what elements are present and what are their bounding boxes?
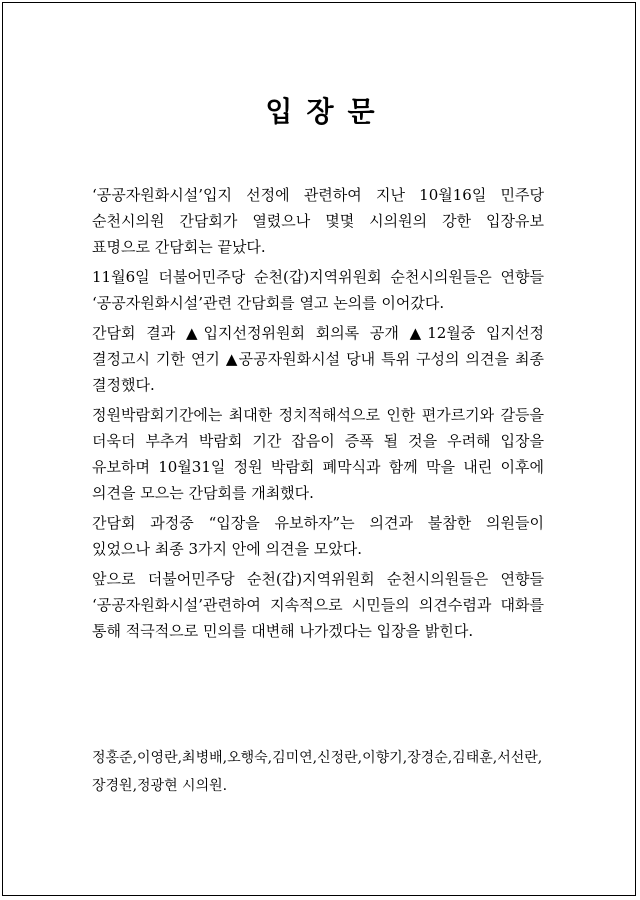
paragraph-1: ‘공공자원화시설’입지 선정에 관련하여 지난 10월16일 민주당 순천시의원 간담회가 열렸으나 몇몇 시의원의 강한 입장유보 표명으로 간담회는 끝났다.: [92, 186, 544, 256]
signers-list: 정홍준,이영란,최병배,오행숙,김미연,신정란,이향기,장경순,김태훈,서선란,장경원,정광현 시의원.: [92, 750, 543, 794]
page-title: 입장문: [265, 95, 389, 128]
statement-body: [92, 182, 544, 648]
paragraph-3: 간담회 결과 ▲입지선정위원회 회의록 공개 ▲12월중 입지선정 결정고시 기한 연기 ▲공공자원화시설 당내 특위 구성의 의견을 최종 결정했다.: [92, 324, 544, 394]
paragraph-4: 정원박람회기간에는 최대한 정치적해석으로 인한 편가르기와 갈등을 더욱더 부추겨 박람회 기간 잡음이 증폭 될 것을 우려해 입장을 유보하며 10월31일 정원 박람회 폐막식과 함께 막을 내린 이후에 의견을 모으는 간담회를 개최했다.: [92, 406, 544, 502]
paragraph-2: 11월6일 더불어민주당 순천(갑)지역위원회 순천시의원들은 연향들 ‘공공자원화시설’관련 간담회를 열고 논의를 이어갔다.: [92, 268, 544, 312]
paragraph-5: 간담회 과정중 “입장을 유보하자”는 의견과 불참한 의원들이 있었으나 최종 3가지 안에 의견을 모았다.: [92, 514, 544, 558]
paragraph-6: 앞으로 더불어민주당 순천(갑)지역위원회 순천시의원들은 연향들 ‘공공자원화시설’관련하여 지속적으로 시민들의 의견수렴과 대화를 통해 적극적으로 민의를 대변해 나가겠다는 입장을 밝힌다.: [92, 570, 544, 640]
